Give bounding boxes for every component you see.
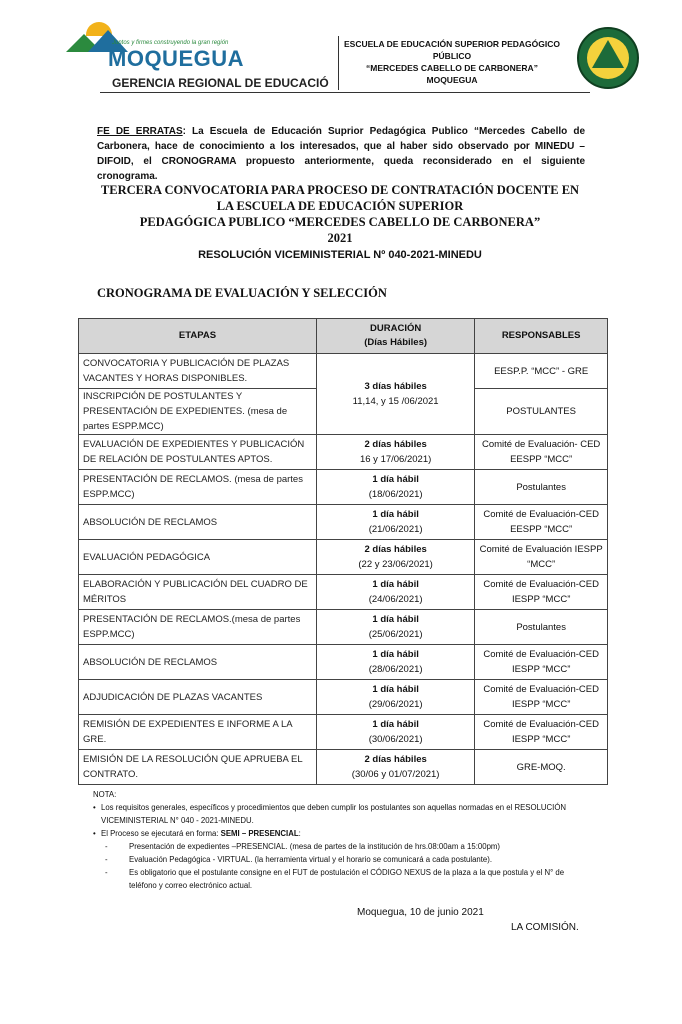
table-row bbox=[79, 540, 608, 575]
etapa-cell: EMISIÓN DE LA RESOLUCIÓN QUE APRUEBA EL CONTRATO. bbox=[79, 750, 317, 785]
responsable-cell: Comité de Evaluación IESPP “MCC” bbox=[475, 540, 608, 575]
responsable-cell: Comité de Evaluación- CED EESPP “MCC” bbox=[475, 435, 608, 470]
responsable-cell: Postulantes bbox=[475, 470, 608, 505]
header-duracion-title: DURACIÓN bbox=[370, 323, 422, 334]
etapa-cell: PRESENTACIÓN DE RECLAMOS.(mesa de partes ESPP.MCC) bbox=[79, 610, 317, 645]
duracion-days: 1 día hábil bbox=[372, 684, 419, 695]
table-row bbox=[79, 435, 608, 470]
header-etapas: ETAPAS bbox=[79, 319, 317, 354]
etapa-cell: ELABORACIÓN Y PUBLICACIÓN DEL CUADRO DE MÉRITOS bbox=[79, 575, 317, 610]
duracion-cell bbox=[316, 680, 474, 715]
duracion-dates: (24/06/2021) bbox=[368, 594, 423, 605]
header-divider bbox=[338, 36, 339, 90]
duracion-days: 2 días hábiles bbox=[364, 754, 427, 765]
duracion-cell bbox=[316, 470, 474, 505]
table-row bbox=[79, 505, 608, 540]
note-mode: SEMI – PRESENCIAL bbox=[220, 829, 299, 838]
table-row bbox=[79, 610, 608, 645]
responsable-cell: Comité de Evaluación-CED EESPP “MCC” bbox=[475, 505, 608, 540]
responsable-cell: Postulantes bbox=[475, 610, 608, 645]
note-bullet: • Los requisitos generales, específicos y procedimientos que deben cumplir los postulantes son aquellas normadas en el RESOLUCIÓN VICEMINISTERIAL N° 040 - 2021-MINEDU. bbox=[93, 801, 593, 827]
note-text: : bbox=[298, 829, 301, 838]
school-name bbox=[340, 38, 564, 86]
etapa-cell: REMISIÓN DE EXPEDIENTES E INFORME A LA GRE. bbox=[79, 715, 317, 750]
document-date: Moquegua, 10 de junio 2021 bbox=[357, 907, 484, 918]
duracion-cell bbox=[316, 645, 474, 680]
responsable-cell: Comité de Evaluación-CED IESPP “MCC” bbox=[475, 715, 608, 750]
table-row bbox=[79, 645, 608, 680]
school-line: ESCUELA DE EDUCACIÓN SUPERIOR PEDAGÓGICO PÚBLICO bbox=[344, 39, 560, 61]
duracion-dates: (30/06/2021) bbox=[368, 734, 423, 745]
duracion-cell bbox=[316, 715, 474, 750]
duracion-dates: 16 y 17/06/2021) bbox=[359, 454, 432, 465]
school-seal-icon bbox=[577, 27, 639, 89]
duracion-dates: 11,14, y 15 /06/2021 bbox=[352, 396, 439, 407]
document-title bbox=[90, 182, 590, 246]
duracion-cell bbox=[316, 354, 474, 435]
table-row bbox=[79, 680, 608, 715]
responsable-cell: Comité de Evaluación-CED IESPP “MCC” bbox=[475, 645, 608, 680]
etapa-cell: CONVOCATORIA Y PUBLICACIÓN DE PLAZAS VACANTES Y HORAS DISPONIBLES. bbox=[79, 354, 317, 389]
school-line: MOQUEGUA bbox=[426, 75, 478, 85]
resolution-ref: RESOLUCIÓN VICEMINISTERIAL Nº 040-2021-MINEDU bbox=[198, 249, 482, 261]
responsable-cell: GRE-MOQ. bbox=[475, 750, 608, 785]
logo-brand: MOQUEGUA bbox=[108, 46, 244, 71]
duracion-days: 3 días hábiles bbox=[364, 381, 427, 392]
errata-label: FE DE ERRATAS bbox=[97, 126, 183, 137]
note-bullet bbox=[93, 827, 593, 840]
note-dash-item: - Evaluación Pedagógica - VIRTUAL. (la herramienta virtual y el horario se comunicará a cada postulante). bbox=[93, 853, 593, 866]
responsable-cell: EESP.P. “MCC” - GRE bbox=[475, 354, 608, 389]
notes-label: NOTA: bbox=[93, 790, 117, 799]
responsable-cell: Comité de Evaluación-CED IESPP “MCC” bbox=[475, 680, 608, 715]
schedule-table bbox=[78, 318, 608, 785]
table-row bbox=[79, 750, 608, 785]
duracion-days: 1 día hábil bbox=[372, 579, 419, 590]
duracion-days: 1 día hábil bbox=[372, 719, 419, 730]
etapa-cell: PRESENTACIÓN DE RECLAMOS. (mesa de partes ESPP.MCC) bbox=[79, 470, 317, 505]
table-row bbox=[79, 354, 608, 389]
etapa-cell: ADJUDICACIÓN DE PLAZAS VACANTES bbox=[79, 680, 317, 715]
gore-moquegua-logo bbox=[62, 22, 272, 70]
table-row bbox=[79, 575, 608, 610]
etapa-cell: ABSOLUCIÓN DE RECLAMOS bbox=[79, 505, 317, 540]
duracion-days: 1 día hábil bbox=[372, 474, 419, 485]
duracion-days: 2 días hábiles bbox=[364, 439, 427, 450]
duracion-cell bbox=[316, 750, 474, 785]
etapa-cell: EVALUACIÓN PEDAGÓGICA bbox=[79, 540, 317, 575]
errata-text: : La Escuela de Educación Suprior Pedagógica Publico “Mercedes Cabello de Carbonera, hace de conocimiento a los interesados, que al haber sido observado por MINEDU – DIFOID, el CRONOGRAMA propuesto anteriormente, queda reconsiderado en el siguiente cronograma. bbox=[97, 126, 585, 182]
header-duracion-sub: (Días Hábiles) bbox=[364, 337, 428, 348]
title-line: LA ESCUELA DE EDUCACIÓN SUPERIOR bbox=[216, 199, 464, 213]
section-heading: CRONOGRAMA DE EVALUACIÓN Y SELECCIÓN bbox=[97, 286, 387, 300]
school-line: “MERCEDES CABELLO DE CARBONERA” bbox=[366, 63, 538, 73]
duracion-dates: (25/06/2021) bbox=[368, 629, 423, 640]
duracion-days: 1 día hábil bbox=[372, 509, 419, 520]
duracion-cell bbox=[316, 505, 474, 540]
table-row bbox=[79, 715, 608, 750]
duracion-dates: (30/06 y 01/07/2021) bbox=[351, 769, 440, 780]
title-line: PEDAGÓGICA PUBLICO “MERCEDES CABELLO DE CARBONERA” bbox=[139, 215, 541, 229]
etapa-cell: ABSOLUCIÓN DE RECLAMOS bbox=[79, 645, 317, 680]
header-responsables: RESPONSABLES bbox=[475, 319, 608, 354]
title-line: TERCERA CONVOCATORIA PARA PROCESO DE CONTRATACIÓN DOCENTE EN bbox=[100, 183, 580, 197]
table-row bbox=[79, 470, 608, 505]
etapa-cell: EVALUACIÓN DE EXPEDIENTES Y PUBLICACIÓN DE RELACIÓN DE POSTULANTES APTOS. bbox=[79, 435, 317, 470]
duracion-cell bbox=[316, 540, 474, 575]
duracion-dates: (28/06/2021) bbox=[368, 664, 423, 675]
duracion-dates: (29/06/2021) bbox=[368, 699, 423, 710]
note-dash-item: - Es obligatorio que el postulante consigne en el FUT de postulación el CÓDIGO NEXUS de la plaza a la que postula y el N° de teléfono y correo electrónico actual. bbox=[93, 866, 593, 892]
duracion-cell bbox=[316, 435, 474, 470]
header-rule bbox=[100, 92, 590, 93]
duracion-dates: (18/06/2021) bbox=[368, 489, 423, 500]
duracion-days: 2 días hábiles bbox=[364, 544, 427, 555]
duracion-days: 1 día hábil bbox=[372, 649, 419, 660]
table-header-row bbox=[79, 319, 608, 354]
etapa-cell: INSCRIPCIÓN DE POSTULANTES Y PRESENTACIÓN DE EXPEDIENTES. (mesa de partes ESPP.MCC) bbox=[79, 389, 317, 435]
notes-section bbox=[93, 788, 593, 892]
duracion-days: 1 día hábil bbox=[372, 614, 419, 625]
signature-label: LA COMISIÓN. bbox=[511, 922, 579, 933]
responsable-cell: POSTULANTES bbox=[475, 389, 608, 435]
gerencia-label: GERENCIA REGIONAL DE EDUCACIÓ bbox=[112, 76, 329, 90]
duracion-cell bbox=[316, 610, 474, 645]
duracion-cell bbox=[316, 575, 474, 610]
title-year: 2021 bbox=[327, 231, 353, 245]
seal-triangle bbox=[592, 40, 624, 68]
responsable-cell: Comité de Evaluación-CED IESPP “MCC” bbox=[475, 575, 608, 610]
duracion-dates: (22 y 23/06/2021) bbox=[358, 559, 433, 570]
errata-paragraph bbox=[97, 124, 585, 184]
header-duracion bbox=[316, 319, 474, 354]
duracion-dates: (21/06/2021) bbox=[368, 524, 423, 535]
note-text: El Proceso se ejecutará en forma: bbox=[101, 829, 221, 838]
logo-slogan: Juntos y firmes construyendo la gran región bbox=[112, 40, 229, 46]
note-dash-item: - Presentación de expedientes –PRESENCIAL. (mesa de partes de la institución de hrs.08:00am a 15:00pm) bbox=[93, 840, 593, 853]
